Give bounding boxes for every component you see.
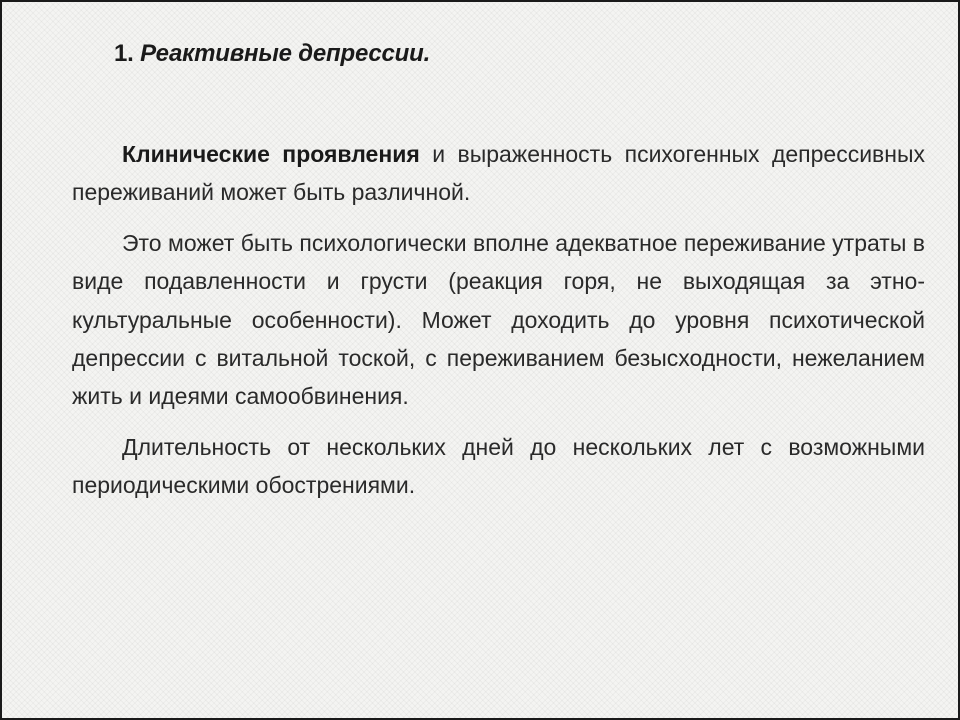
paragraph-clinical bbox=[72, 135, 925, 212]
slide-body bbox=[72, 135, 925, 505]
paragraph-clinical-text: и выраженность психогенных депрессивных переживаний может быть различной. bbox=[72, 141, 926, 206]
title-number: 1. bbox=[114, 40, 134, 67]
paragraph-clinical-bold: Клинические проявления bbox=[122, 141, 420, 167]
title-text: Реактивные депрессии. bbox=[140, 40, 431, 67]
slide-title bbox=[114, 40, 430, 68]
paragraph-variants: Это может быть психологически вполне адекватное переживание утраты в виде подавленности и грусти (реакция горя, не выходящая за этно-культуральные особенности). Может доходить до уровня психотической депрессии с витальной тоской, с переживанием безысходности, нежеланием жить и идеями самообвинения. bbox=[72, 229, 925, 410]
paragraph-duration: Длительность от нескольких дней до нескольких лет с возможными периодическими обострениями. bbox=[72, 433, 925, 499]
